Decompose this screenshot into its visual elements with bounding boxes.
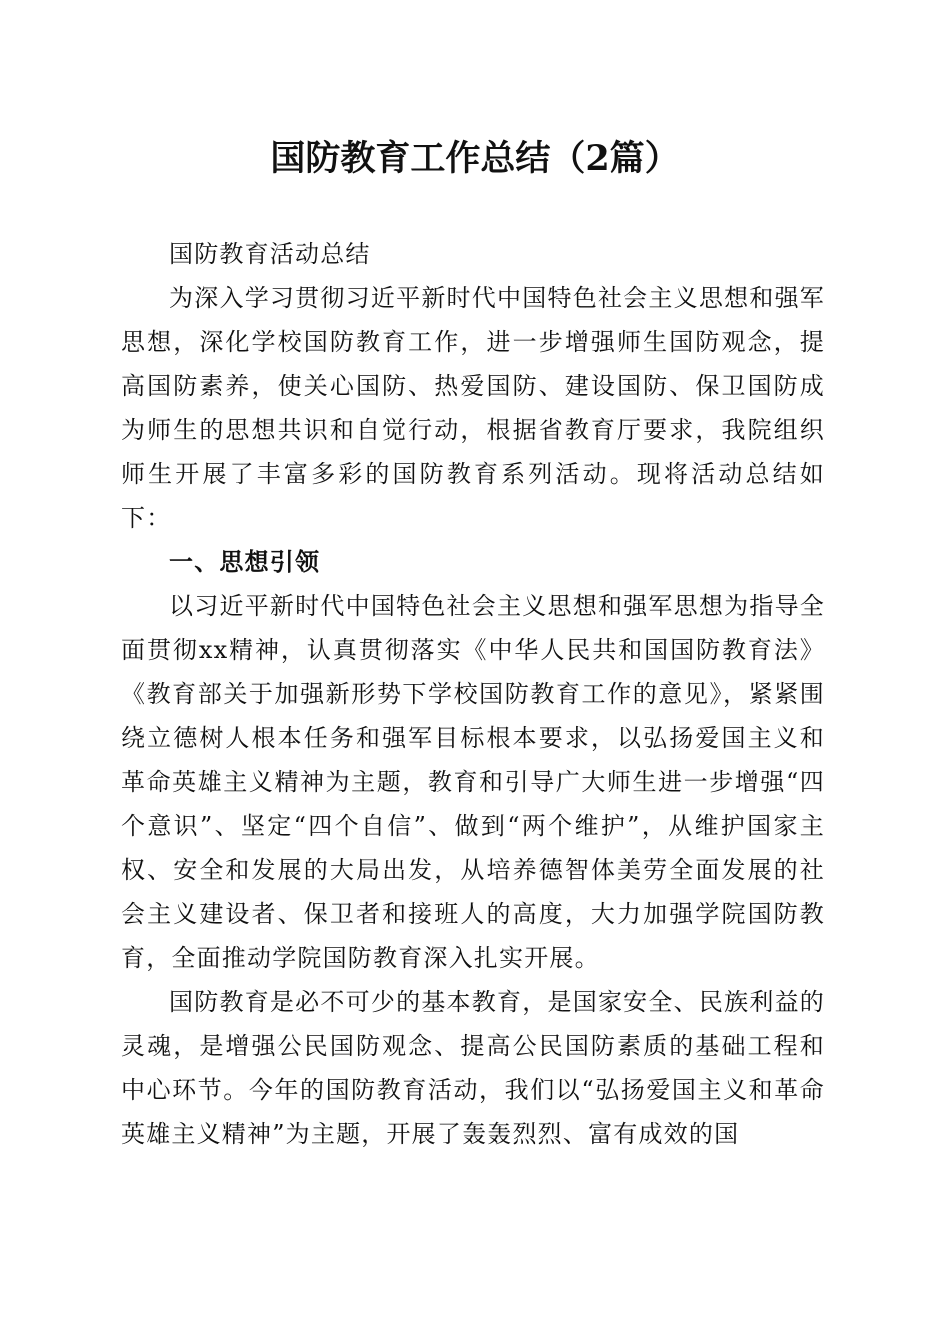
section-heading: 一、思想引领 [169, 548, 321, 576]
section-paragraph: 国防教育是必不可少的基本教育，是国家安全、民族利益的灵魂，是增强公民国防观念、提高公民国防素质的基础工程和中心环节。今年的国防教育活动，我们以“弘扬爱国主义和革命英雄主义精神”为主题，开展了轰轰烈烈、富有成效的国 [121, 988, 825, 1148]
intro-paragraph: 为深入学习贯彻习近平新时代中国特色社会主义思想和强军思想，深化学校国防教育工作，进一步增强师生国防观念，提高国防素养，使关心国防、热爱国防、建设国防、保卫国防成为师生的思想共识和自觉行动，根据省教育厅要求，我院组织师生开展了丰富多彩的国防教育系列活动。现将活动总结如下： [121, 284, 825, 532]
document-subtitle: 国防教育活动总结 [169, 240, 371, 268]
document-body [121, 232, 825, 1156]
section-paragraph: 以习近平新时代中国特色社会主义思想和强军思想为指导全面贯彻xx精神，认真贯彻落实《中华人民共和国国防教育法》《教育部关于加强新形势下学校国防教育工作的意见》，紧紧围绕立德树人根本任务和强军目标根本要求，以弘扬爱国主义和革命英雄主义精神为主题，教育和引导广大师生进一步增强“四个意识”、坚定“四个自信”、做到“两个维护”，从维护国家主权、安全和发展的大局出发，从培养德智体美劳全面发展的社会主义建设者、保卫者和接班人的高度，大力加强学院国防教育，全面推动学院国防教育深入扎实开展。 [121, 592, 825, 972]
document-title: 国防教育工作总结（2篇） [270, 138, 680, 179]
